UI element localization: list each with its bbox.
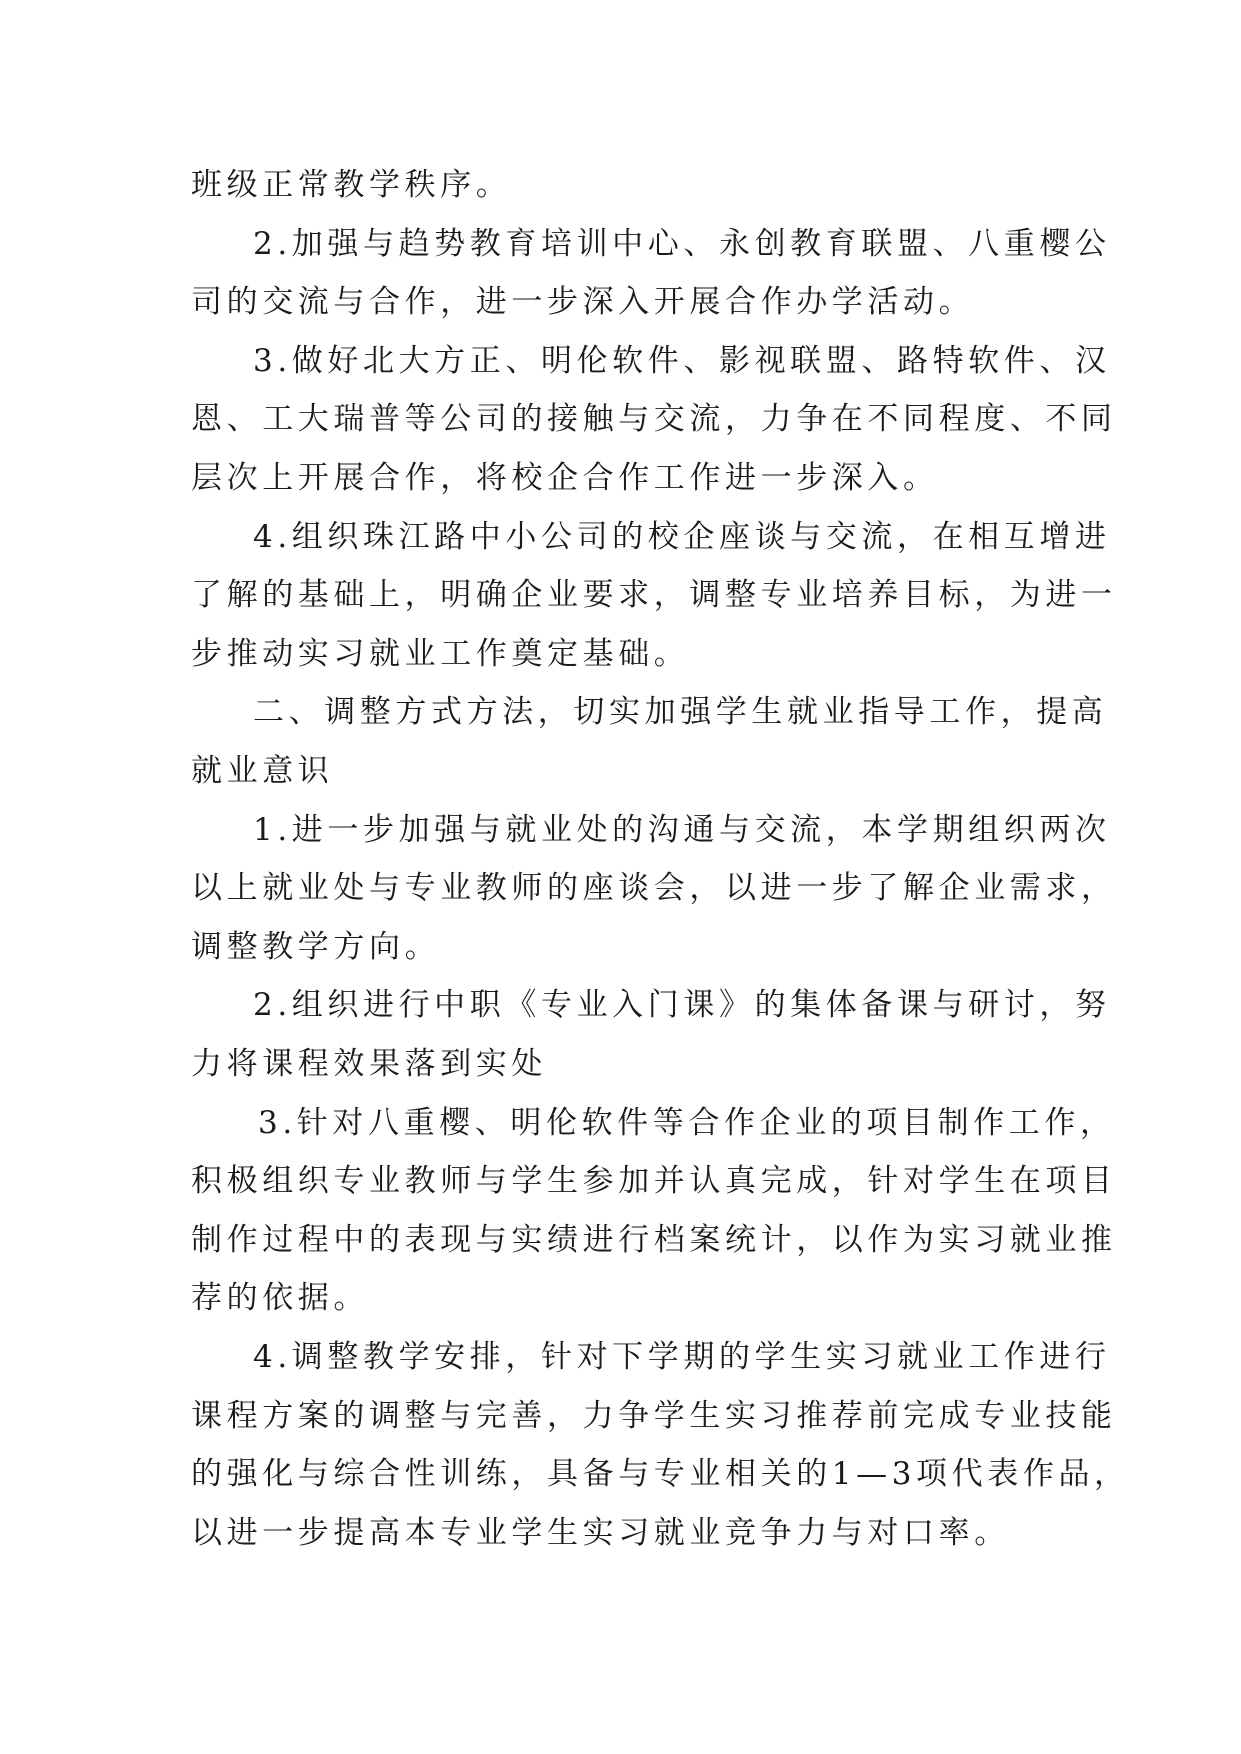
text-line: 力将课程效果落到实处 — [191, 1046, 547, 1082]
text-line: 荐的依据。 — [191, 1280, 369, 1316]
text-line: 3.针对八重樱、明伦软件等合作企业的项目制作工作， — [258, 1105, 1116, 1141]
text-line: 以上就业处与专业教师的座谈会，以进一步了解企业需求， — [191, 870, 1117, 906]
text-line: 了解的基础上，明确企业要求，调整专业培养目标，为进一 — [191, 577, 1117, 613]
text-line: 2.组织进行中职《专业入门课》的集体备课与研讨，努 — [253, 987, 1111, 1023]
text-line: 恩、工大瑞普等公司的接触与交流，力争在不同程度、不同 — [191, 401, 1117, 437]
text-line: 以进一步提高本专业学生实习就业竞争力与对口率。 — [191, 1515, 1010, 1551]
text-line: 3.做好北大方正、明伦软件、影视联盟、路特软件、汉 — [253, 343, 1111, 379]
text-line: 层次上开展合作，将校企合作工作进一步深入。 — [191, 460, 939, 496]
text-line: 的强化与综合性训练，具备与专业相关的1—3项代表作品， — [191, 1456, 1130, 1492]
text-line: 调整教学方向。 — [191, 929, 441, 965]
text-line: 步推动实习就业工作奠定基础。 — [191, 636, 690, 672]
text-line: 司的交流与合作，进一步深入开展合作办学活动。 — [191, 284, 975, 320]
text-line: 班级正常教学秩序。 — [191, 167, 512, 203]
text-line: 4.组织珠江路中小公司的校企座谈与交流，在相互增进 — [253, 519, 1111, 555]
text-line: 2.加强与趋势教育培训中心、永创教育联盟、八重樱公 — [253, 226, 1111, 262]
text-line: 1.进一步加强与就业处的沟通与交流，本学期组织两次 — [253, 812, 1111, 848]
text-line: 制作过程中的表现与实绩进行档案统计，以作为实习就业推 — [191, 1222, 1117, 1258]
text-line: 4.调整教学安排，针对下学期的学生实习就业工作进行 — [253, 1339, 1111, 1375]
text-line: 课程方案的调整与完善，力争学生实习推荐前完成专业技能 — [191, 1398, 1117, 1434]
section-heading-continued: 就业意识 — [191, 753, 334, 789]
section-heading: 二、调整方式方法，切实加强学生就业指导工作，提高 — [253, 694, 1108, 730]
text-line: 积极组织专业教师与学生参加并认真完成，针对学生在项目 — [191, 1163, 1117, 1199]
